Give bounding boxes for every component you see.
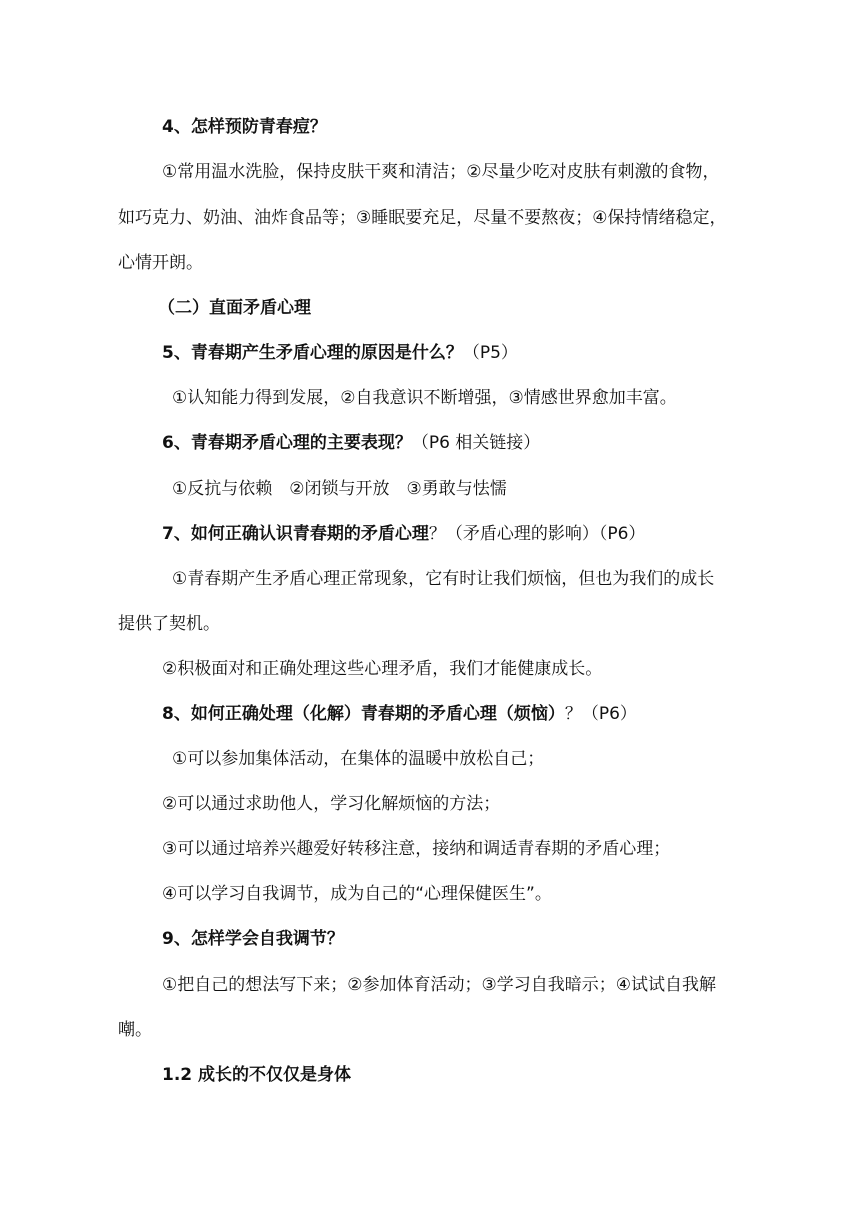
- question-6-answer: ①反抗与依赖 ②闭锁与开放 ③勇敢与怯懦: [172, 479, 507, 499]
- question-5-title: 5、青春期产生矛盾心理的原因是什么？: [162, 343, 463, 363]
- question-6-title: 6、青春期矛盾心理的主要表现？: [162, 433, 412, 453]
- question-4-title: 4、怎样预防青春痘？: [162, 117, 327, 137]
- question-7-ref: ？（矛盾心理的影响）（P6）: [428, 524, 646, 544]
- question-6-ref: （P6 相关链接）: [411, 433, 541, 453]
- section-2-heading: （二）直面矛盾心理: [158, 298, 311, 318]
- question-9-answer-line-1: ①把自己的想法写下来；②参加体育活动；③学习自我暗示；④试试自我解: [162, 975, 716, 995]
- question-7-answer-line-2: 提供了契机。: [118, 614, 220, 634]
- question-7-title: 7、如何正确认识青春期的矛盾心理: [162, 524, 429, 544]
- question-7: [162, 522, 645, 546]
- question-8-answer-line-2: ②可以通过求助他人，学习化解烦恼的方法；: [162, 794, 501, 814]
- question-8: [162, 702, 637, 726]
- question-4-answer-line-1: ①常用温水洗脸，保持皮肤干爽和清洁；②尽量少吃对皮肤有刺激的食物，: [162, 162, 720, 182]
- question-9-title: 9、怎样学会自我调节？: [162, 929, 344, 949]
- section-1-2-heading: 1.2 成长的不仅仅是身体: [162, 1065, 352, 1085]
- question-7-answer-line-3: ②积极面对和正确处理这些心理矛盾，我们才能健康成长。: [162, 659, 603, 679]
- question-5: [162, 341, 518, 365]
- question-6: [162, 431, 540, 455]
- question-4-answer-line-2: 如巧克力、奶油、油炸食品等；③睡眠要充足，尽量不要熬夜；④保持情绪稳定，: [118, 208, 727, 228]
- question-5-ref: （P5）: [462, 343, 518, 363]
- question-8-answer-line-4: ④可以学习自我调节，成为自己的“心理保健医生”。: [162, 884, 552, 904]
- question-8-ref: ？（P6）: [564, 704, 637, 724]
- question-8-title: 8、如何正确处理（化解）青春期的矛盾心理（烦恼）: [162, 704, 565, 724]
- question-9-answer-line-2: 嘲。: [118, 1020, 152, 1040]
- question-8-answer-line-3: ③可以通过培养兴趣爱好转移注意，接纳和调适青春期的矛盾心理；: [162, 839, 671, 859]
- question-8-answer-line-1: ①可以参加集体活动，在集体的温暖中放松自己；: [172, 749, 545, 769]
- question-7-answer-line-1: ①青春期产生矛盾心理正常现象，它有时让我们烦恼，但也为我们的成长: [172, 569, 715, 589]
- question-4-answer-line-3: 心情开朗。: [118, 253, 203, 273]
- question-5-answer: ①认知能力得到发展，②自我意识不断增强，③情感世界愈加丰富。: [172, 388, 677, 408]
